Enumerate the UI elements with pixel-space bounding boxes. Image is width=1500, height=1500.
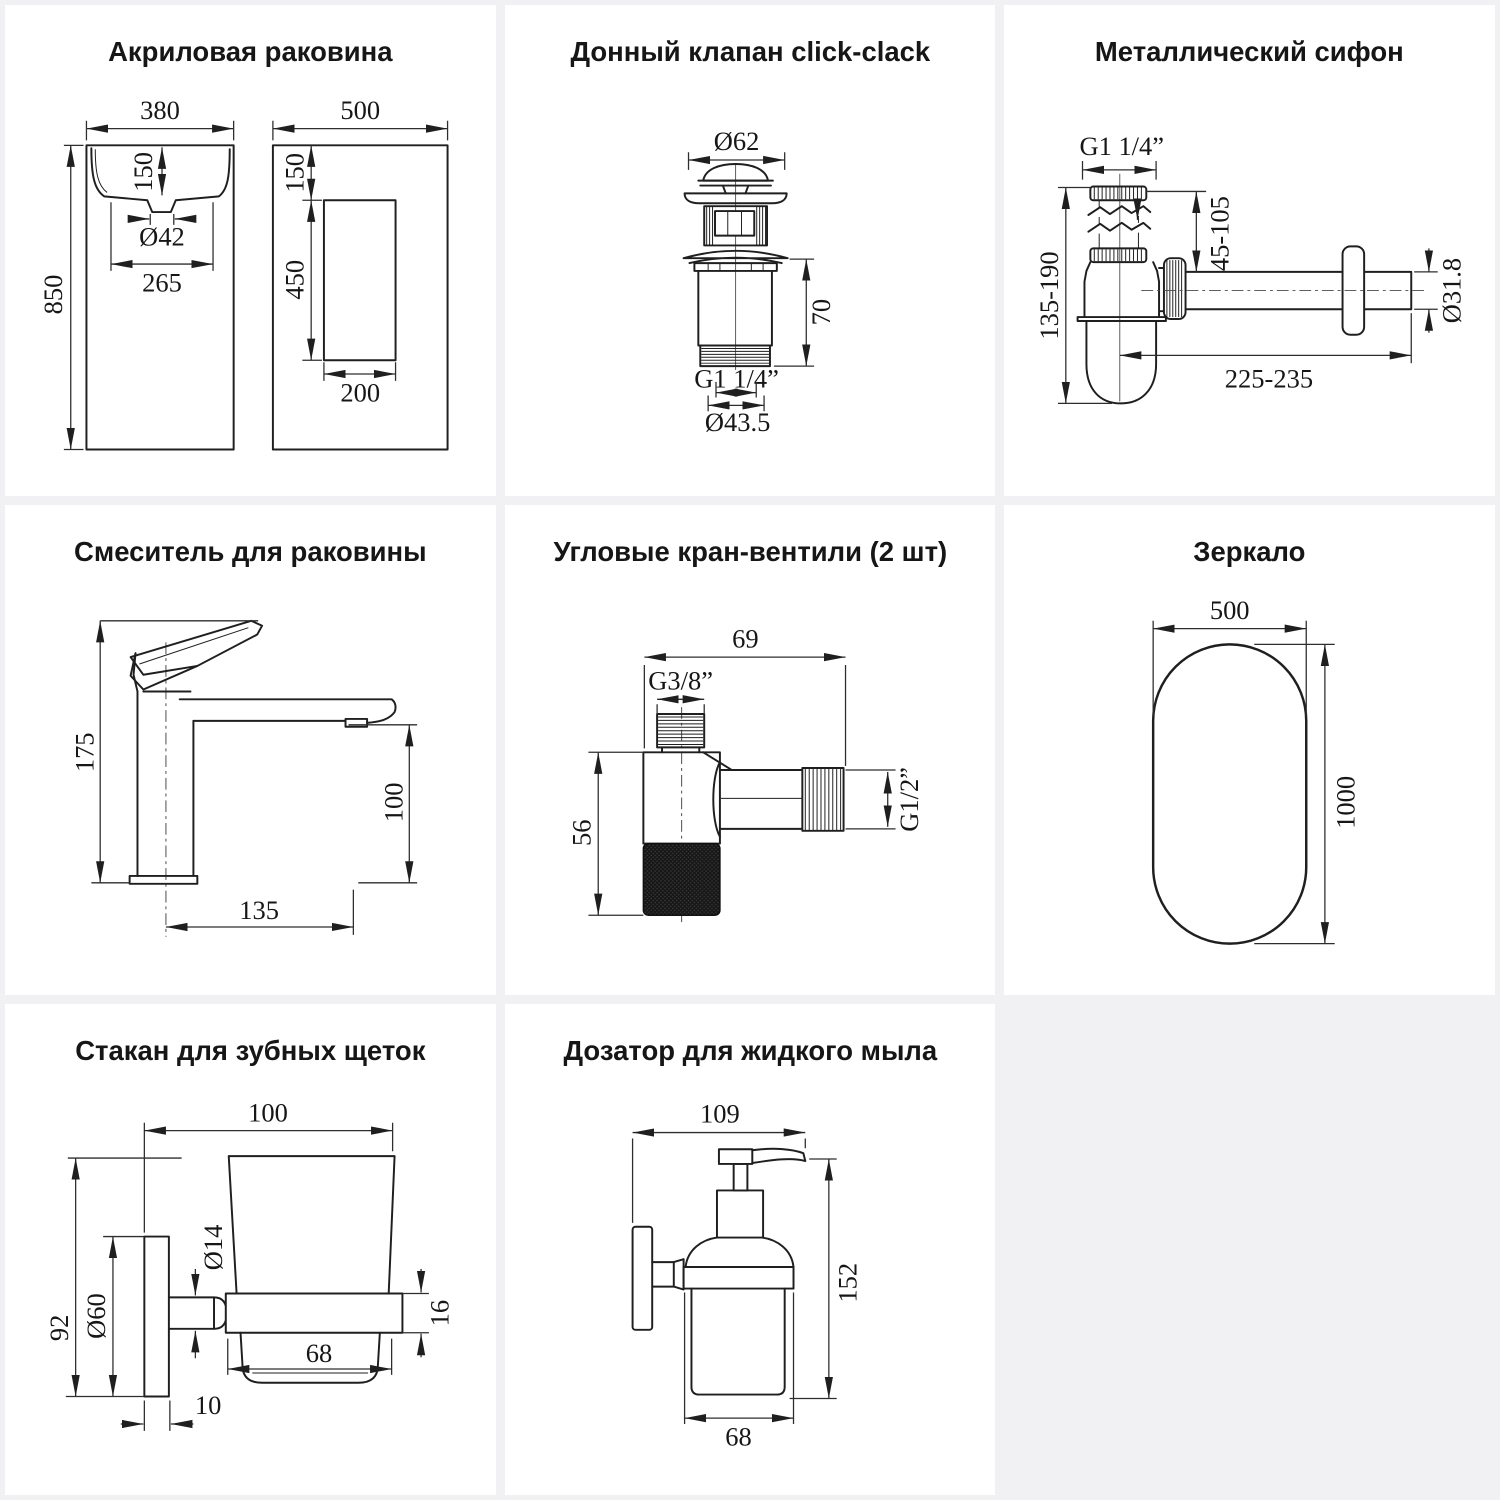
- panel-title-mixer: Смеситель для раковины: [74, 535, 427, 567]
- dispenser-drawing: [505, 1004, 996, 1495]
- dim-width: 100: [248, 1098, 288, 1129]
- dim-cap-diameter: Ø62: [713, 126, 760, 157]
- dim-bottom-width: 68: [305, 1338, 333, 1369]
- dim-spout-height: 100: [378, 782, 409, 822]
- dim-top-offset: 150: [279, 152, 310, 193]
- dim-height: 56: [566, 819, 597, 846]
- dim-height: 92: [43, 1314, 74, 1342]
- dim-spout-reach: 135: [239, 894, 280, 925]
- knurled-handle: [643, 843, 720, 915]
- dim-plate-thickness: 10: [194, 1390, 222, 1421]
- panel-dispenser: [505, 1004, 996, 1495]
- mirror-drawing: [1004, 505, 1495, 996]
- dim-width: 69: [731, 622, 759, 653]
- siphon-dimensions: [1034, 131, 1466, 403]
- dim-front-width: 380: [140, 94, 180, 125]
- panel-sink: [5, 5, 496, 496]
- dim-bottom-width: 68: [724, 1421, 752, 1452]
- panel-title-angle-valve: Угловые кран-вентили (2 шт): [553, 535, 947, 567]
- cup-drawing: [5, 1004, 496, 1495]
- angle-valve-drawing: [505, 505, 996, 996]
- panel-cup: [5, 1004, 496, 1495]
- dim-basin-bottom-width: 265: [142, 267, 182, 298]
- dim-height: 850: [37, 274, 68, 315]
- dim-basin-depth: 150: [128, 151, 159, 192]
- dim-arm-diameter: Ø14: [197, 1224, 228, 1271]
- dim-body-height: 70: [805, 298, 836, 326]
- dim-holder-height: 16: [424, 1300, 455, 1327]
- mirror-outline: [1153, 644, 1306, 943]
- dim-width: 500: [1210, 594, 1250, 625]
- drain-valve-dimensions: [688, 126, 835, 437]
- dim-thread: G1 1/4”: [693, 363, 779, 394]
- angle-valve-outline: [643, 707, 843, 925]
- panel-angle-valve: [505, 505, 996, 996]
- dim-thread-diameter: Ø43.5: [704, 406, 770, 437]
- mirror-dimensions: [1153, 594, 1360, 943]
- panel-title-mirror: Зеркало: [1193, 535, 1306, 567]
- panel-title-dispenser: Дозатор для жидкого мыла: [563, 1035, 937, 1067]
- dim-height: 1000: [1330, 775, 1361, 829]
- mixer-drawing: [5, 505, 496, 996]
- panel-title-cup: Стакан для зубных щеток: [75, 1035, 426, 1067]
- dim-width: 109: [699, 1099, 740, 1130]
- panel-mirror: [1004, 505, 1495, 996]
- drain-valve-outline: [683, 164, 787, 370]
- dispenser-outline: [632, 1149, 805, 1395]
- dim-plate-diameter: Ø60: [81, 1293, 112, 1340]
- panel-mixer: [5, 505, 496, 996]
- sink-dimensions: [38, 95, 448, 450]
- empty-cell: [1004, 1004, 1495, 1495]
- dim-height-range: 135-190: [1034, 251, 1065, 340]
- panel-title-sink: Акриловая раковина: [108, 35, 393, 67]
- dim-outlet-length-range: 225-235: [1225, 363, 1314, 394]
- siphon-drawing: [1004, 5, 1495, 496]
- dim-total-height: 175: [69, 732, 100, 772]
- panel-siphon: [1004, 5, 1495, 496]
- dim-inlet-pipe-range: 45-105: [1205, 196, 1236, 272]
- mixer-dimensions: [69, 620, 417, 934]
- dim-height: 152: [831, 1263, 862, 1303]
- dim-side-width: 500: [340, 94, 381, 125]
- dim-inlet-thread: G3/8”: [647, 665, 713, 696]
- mixer-outline: [130, 620, 396, 936]
- cup-outline: [144, 1156, 402, 1396]
- dim-drain-diameter: Ø42: [139, 221, 185, 252]
- panel-drain-valve: [505, 5, 996, 496]
- drain-valve-drawing: [505, 5, 996, 496]
- dim-inlet-thread: G1 1/4”: [1079, 131, 1165, 162]
- panel-title-siphon: Металлический сифон: [1095, 35, 1405, 67]
- panel-title-drain-valve: Донный клапан click-clack: [570, 35, 930, 67]
- dim-outlet-diameter: Ø31.8: [1436, 257, 1467, 324]
- dim-outlet-thread: G1/2”: [893, 766, 924, 832]
- dim-recess-width: 200: [340, 377, 381, 408]
- dim-recess-height: 450: [279, 259, 310, 300]
- sink-drawing: [5, 5, 496, 496]
